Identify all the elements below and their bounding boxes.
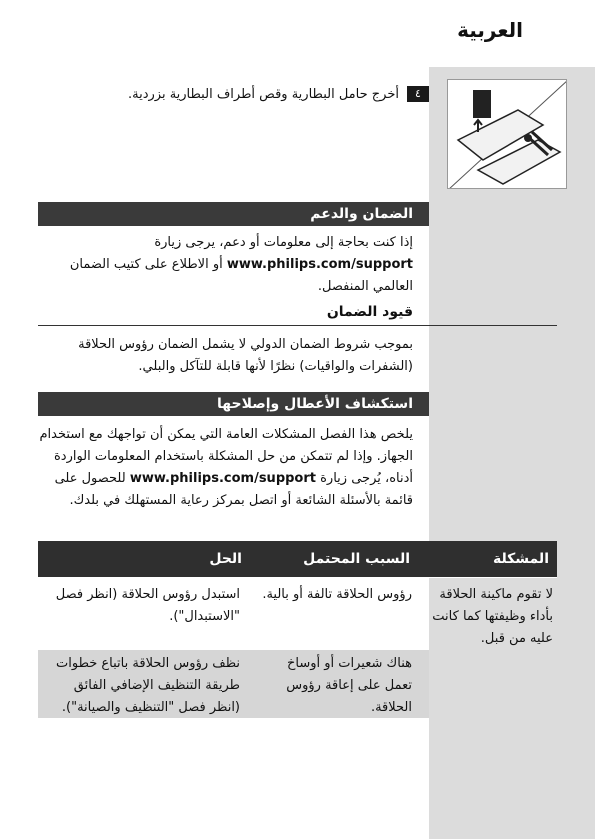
table-cell-cause-1: رؤوس الحلاقة تالفة أو بالية. (262, 587, 412, 602)
table-cell-solution-1: استبدل رؤوس الحلاقة (انظر فصل "الاستبدال"). (55, 587, 240, 624)
table-header-cause: السبب المحتمل (303, 551, 410, 567)
table-header (38, 541, 557, 577)
support-link[interactable]: www.philips.com/support (226, 257, 413, 272)
table-header-problem: المشكلة (492, 551, 549, 567)
troubleshooting-paragraph (38, 424, 413, 512)
section-heading-warranty: الضمان والدعم (38, 202, 429, 226)
support-link-2[interactable]: www.philips.com/support (129, 471, 316, 486)
table-cell-cause-2: هناك شعيرات أو أوساخ تعمل على إعاقة رؤوس الحلاقة. (286, 656, 412, 715)
divider-line (38, 325, 557, 326)
language-title: العربية (457, 18, 523, 42)
section-heading-troubleshooting: استكشاف الأعطال وإصلاحها (38, 392, 429, 416)
troubleshooting-text-before: يلخص هذا الفصل المشكلات العامة التي يمكن أن تواجهك مع استخدام الجهاز. وإذا لم تتمكن من حل المشكلة باستخدام المعلومات الواردة أدناه، يُرجى زيارة (39, 427, 413, 486)
step-4 (69, 86, 429, 102)
warranty-paragraph (38, 232, 413, 298)
row-divider (38, 577, 557, 578)
step-number-badge: ٤ (407, 86, 429, 102)
step-text: أخرج حامل البطارية وقص أطراف البطارية بزردية. (127, 86, 399, 102)
warranty-text-after: أو الاطلاع على كتيب الضمان العالمي المنفصل. (69, 257, 413, 294)
warranty-text-before: إذا كنت بحاجة إلى معلومات أو دعم، يرجى زيارة (154, 235, 413, 250)
table-cell-problem: لا تقوم ماكينة الحلاقة بأداء وظيفتها كما كانت عليه من قبل. (432, 587, 553, 646)
restrictions-paragraph: بموجب شروط الضمان الدولي لا يشمل الضمان رؤوس الحلاقة (الشفرات والواقيات) نظرًا لأنها قابلة للتآكل والبلي. (78, 337, 413, 374)
table-cell-solution-2: نظف رؤوس الحلاقة باتباع خطوات طريقة التنظيف الإضافي الفائق (انظر فصل "التنظيف والصيانة"). (56, 656, 240, 715)
troubleshooting-text-after: للحصول على قائمة بالأسئلة الشائعة أو اتصل بمركز رعاية المستهلك في بلدك. (54, 471, 413, 508)
shaver-battery-pliers-illustration-icon (447, 79, 567, 189)
table-header-solution: الحل (209, 551, 242, 567)
subheading-warranty-restrictions: قيود الضمان (326, 304, 413, 320)
